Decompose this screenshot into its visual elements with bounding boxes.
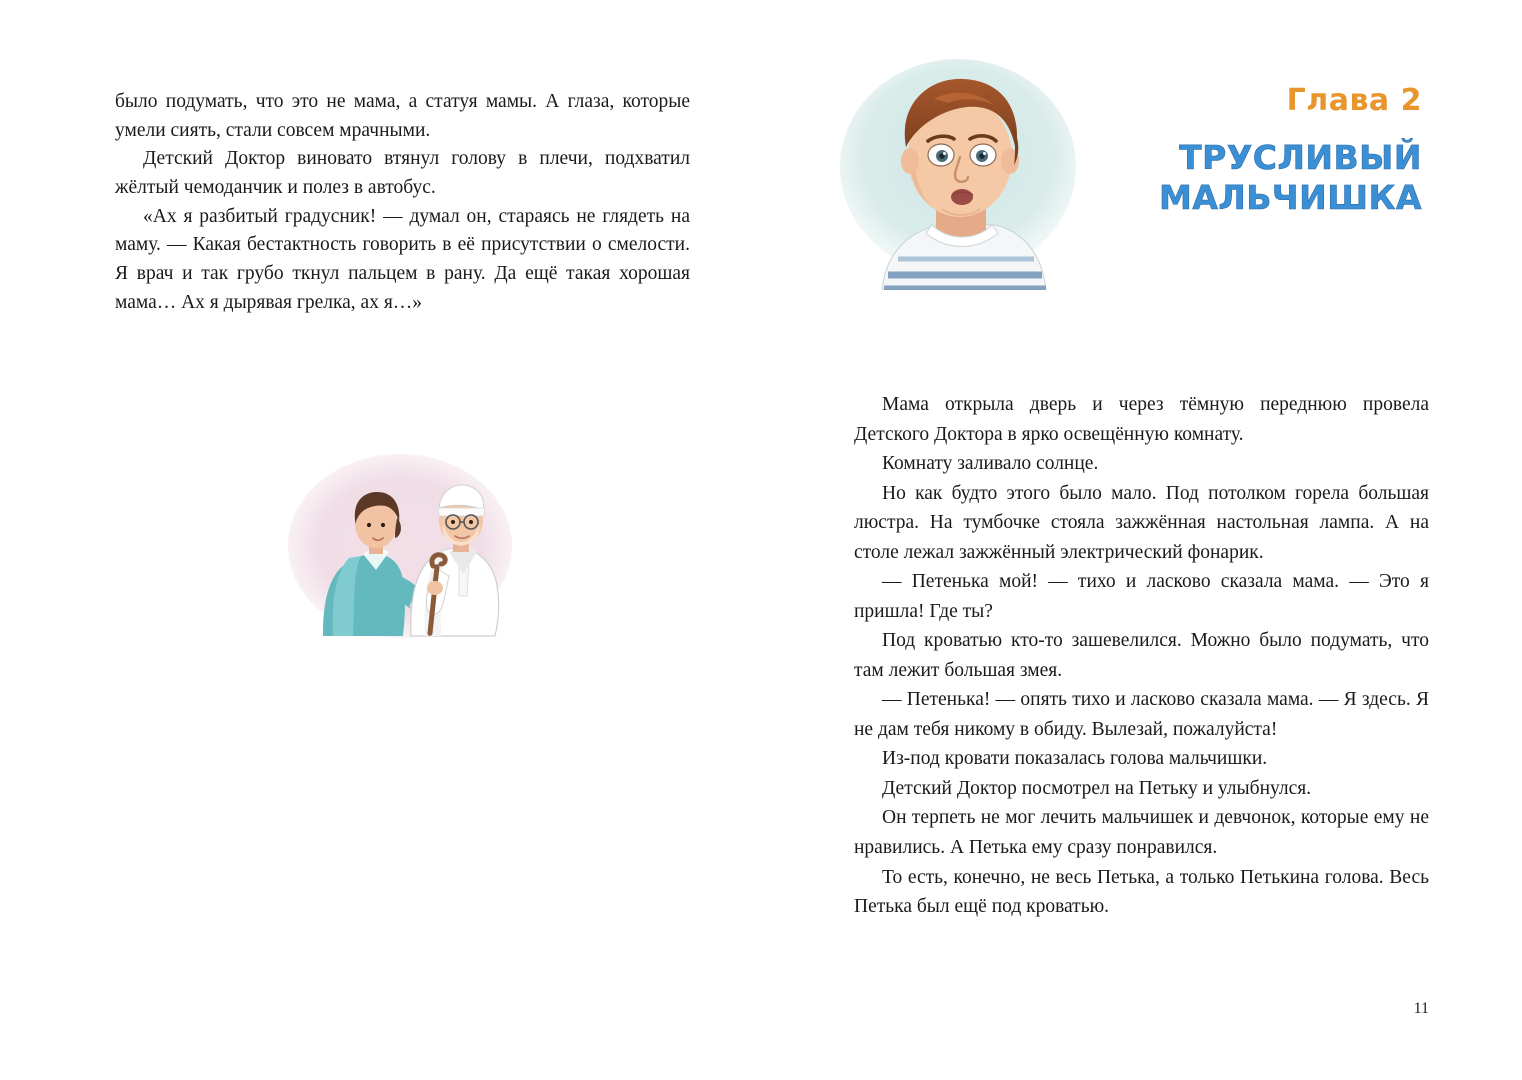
chapter-number: Глава 2 [1286,83,1422,118]
paragraph: было подумать, что это не мама, а статуя мамы. А глаза, которые умели сиять, стали совсем мрачными. [115,91,690,141]
paragraph: Он терпеть не мог лечить мальчишек и девчонок, которые ему не нравились. А Петька ему сразу понравился. [854,807,1429,858]
paragraph: Но как будто этого было мало. Под потолком горела большая люстра. На тумбочке стояла зажжённая настольная лампа. А на столе лежал зажжённый электрический фонарик. [854,482,1429,563]
chapter-heading [1092,83,1422,219]
illustration-nurse-and-doctor [283,446,518,641]
paragraph: Под кроватью кто-то зашевелился. Можно было подумать, что там лежит большая змея. [854,630,1429,681]
paragraph: Детский Доктор посмотрел на Петьку и улыбнулся. [882,777,1312,799]
paragraph: «Ах я разбитый градусник! — думал он, стараясь не глядеть на маму. — Какая бестактность говорить в её присутствии о смелости. Я врач и так грубо ткнул пальцем в рану. Да ещё такая хорошая мама… Ах я дырявая грелка, ах я…» [115,205,690,313]
left-page-body [115,88,690,317]
paragraph: — Петенька! — опять тихо и ласково сказала мама. — Я здесь. Я не дам тебя никому в обиду. Вылезай, пожалуйста! [854,689,1429,740]
page-number: 11 [1413,1000,1429,1017]
chapter-title: ТРУСЛИВЫЙ МАЛЬЧИШКА [1158,138,1422,218]
paragraph: — Петенька мой! — тихо и ласково сказала мама. — Это я пришла! Где ты? [854,571,1429,622]
paragraph: Детский Доктор виновато втянул голову в плечи, подхватил жёлтый чемоданчик и полез в автобус. [115,148,690,198]
paragraph: Комнату заливало солнце. [882,453,1099,475]
paragraph: То есть, конечно, не весь Петька, а только Петькина голова. Весь Петька был ещё под кроватью. [854,866,1429,918]
paragraph: Мама открыла дверь и через тёмную переднюю провела Детского Доктора в ярко освещённую комнату. [854,394,1429,445]
right-page [761,0,1522,1080]
right-page-body [854,390,1429,922]
paragraph: Из-под кровати показалась голова мальчишки. [882,748,1268,770]
illustration-boy-head [836,55,1086,290]
